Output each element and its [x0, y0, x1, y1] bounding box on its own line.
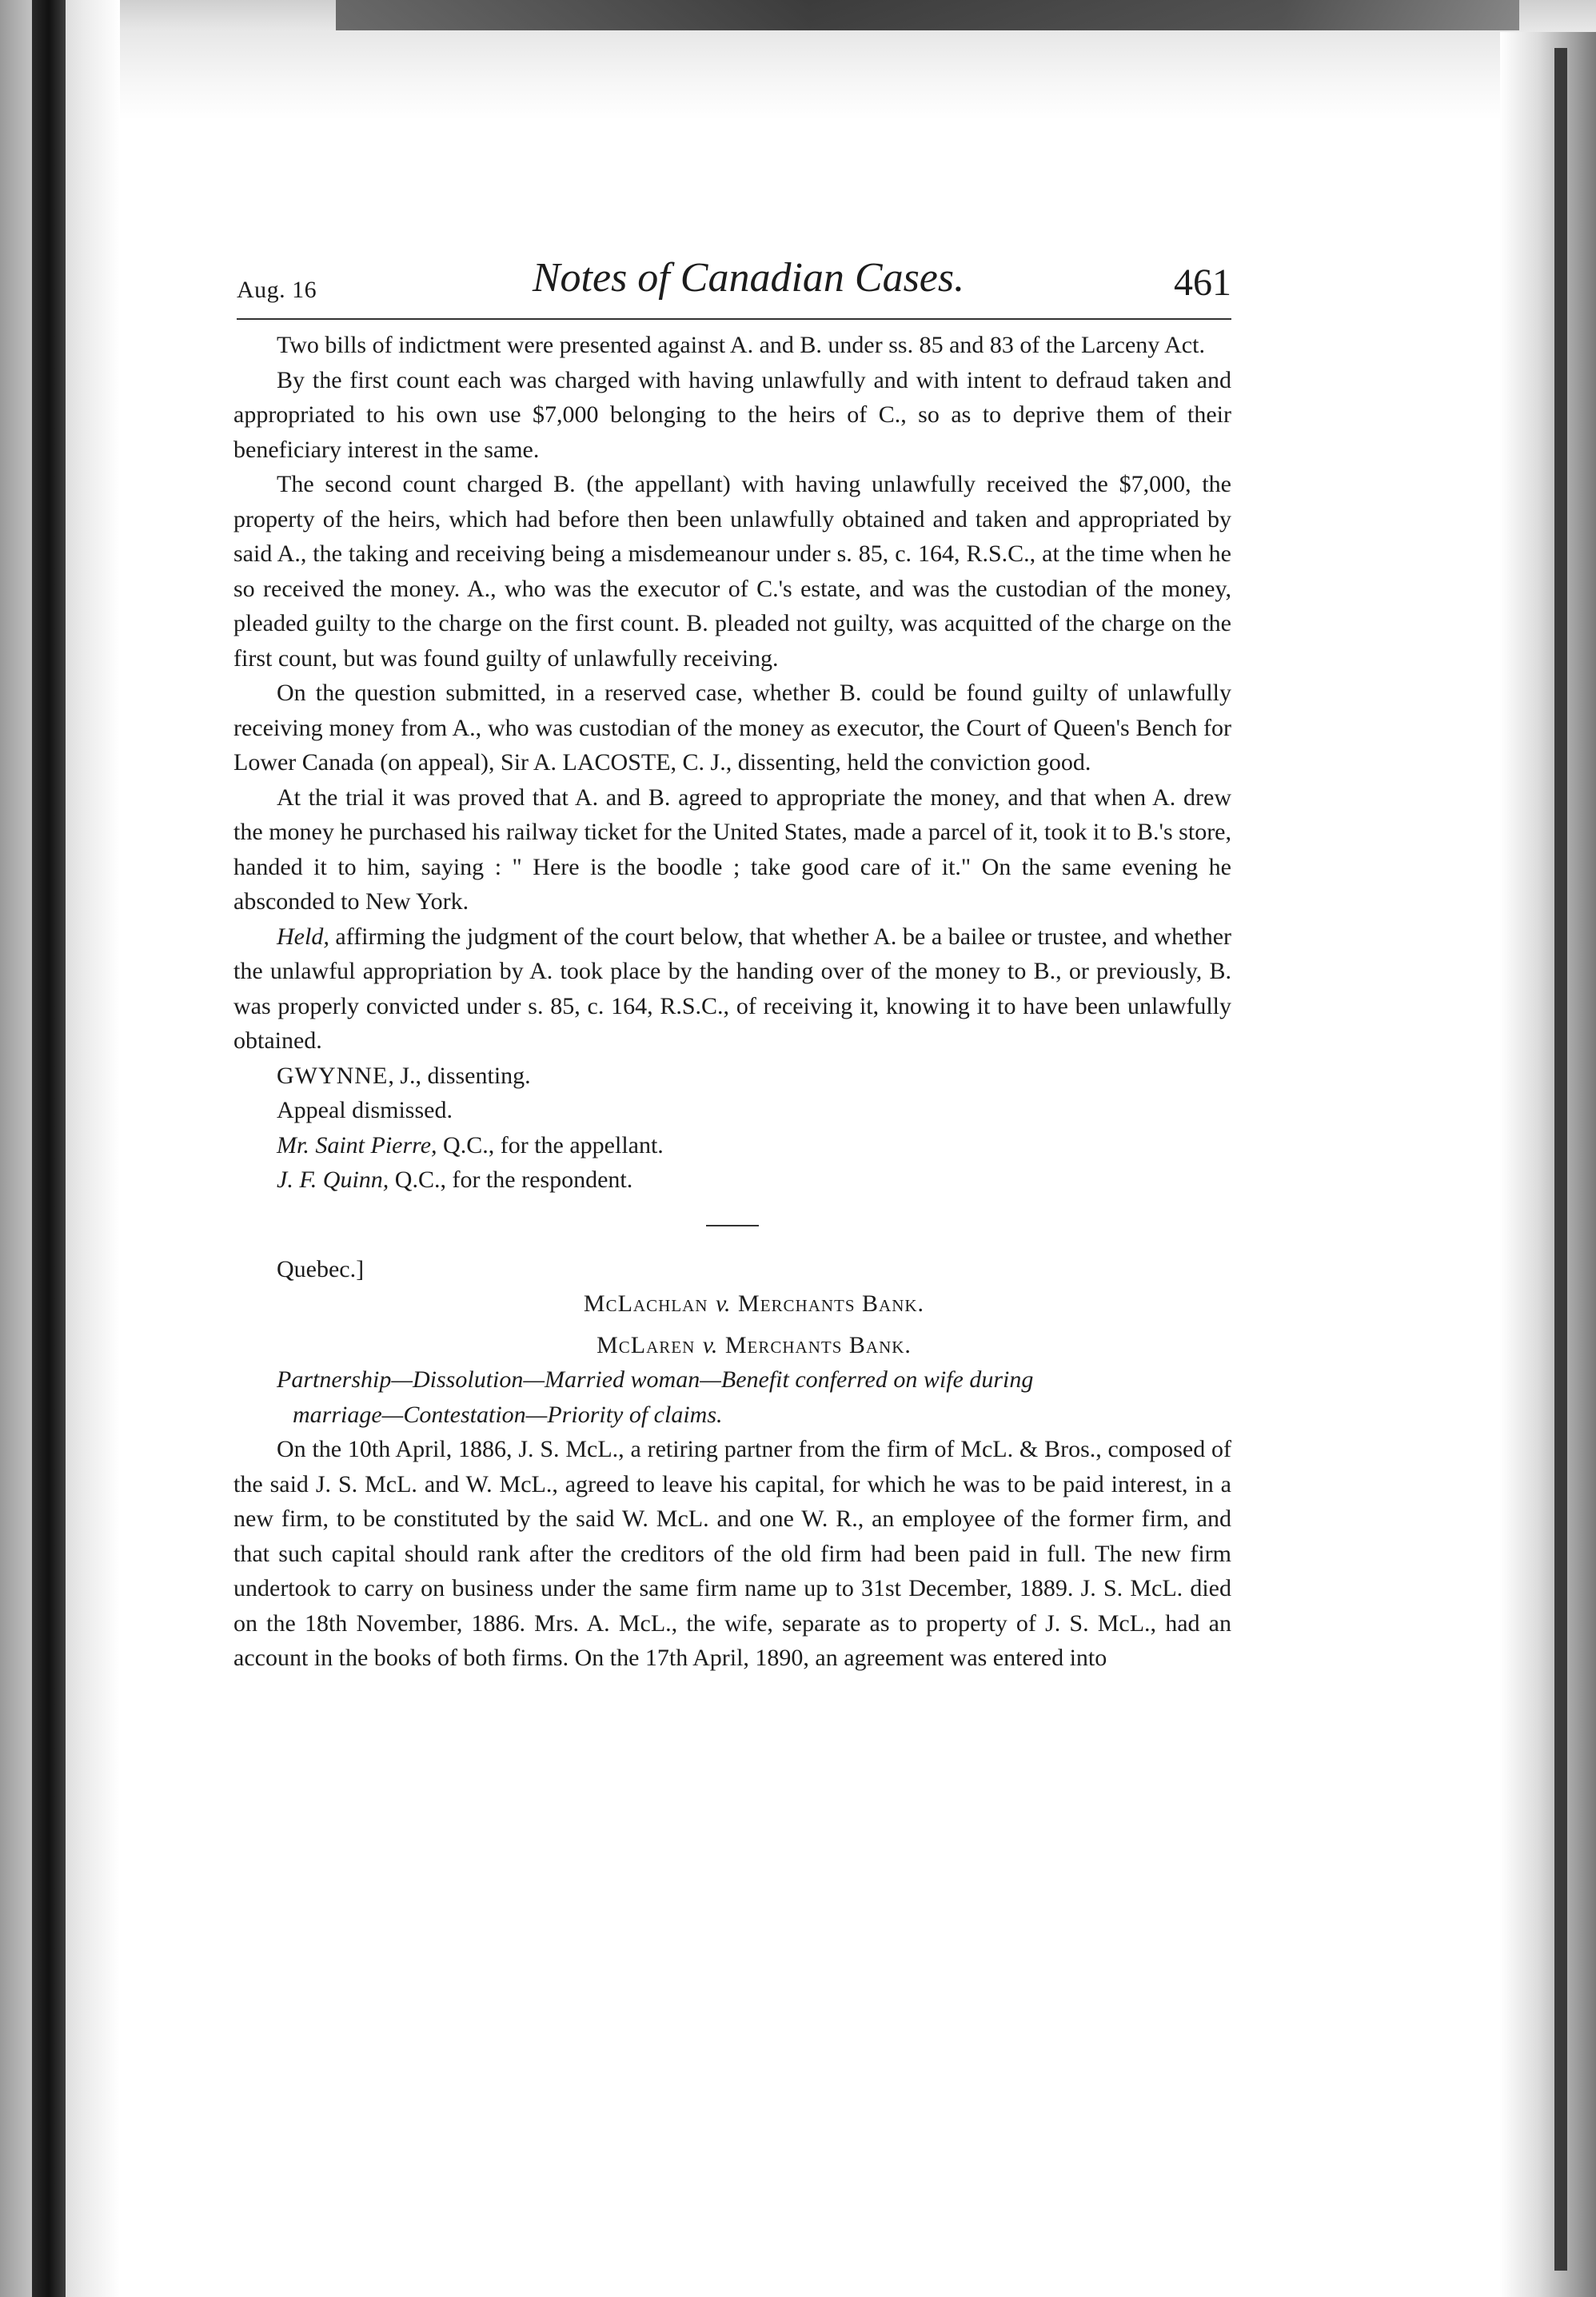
case2-title-1-party-a: McLachlan	[583, 1290, 708, 1317]
case2-title-2-party-b: Merchants Bank.	[724, 1331, 912, 1358]
headnote-line-1: Partnership—Dissolution—Married woman—Benefit conferred on wife during	[277, 1366, 1034, 1393]
held-text: affirming the judgment of the court below, that whether A. be a bailee or trustee, and whether the unlawful appropriation by A. took place by the handing over of the money to B., or previously, B. was properly convicted under s. 85, c. 164, R.S.C., of receiving it, knowing it to have been unlawfully obtained.	[233, 923, 1231, 1054]
page-number: 461	[1174, 261, 1231, 304]
case-separator-rule	[706, 1225, 759, 1226]
case1-paragraph-4: On the question submitted, in a reserved case, whether B. could be found guilty of unlawfully receiving money from A., who was custodian of the money as executor, the Court of Queen's Bench for Lower Canada (on appeal), Sir A. LACOSTE, C. J., dissenting, held the conviction good.	[233, 680, 1231, 776]
case2-court: Quebec.]	[277, 1255, 365, 1282]
counsel-respondent-name: J. F. Quinn,	[277, 1166, 389, 1193]
header-title: Notes of Canadian Cases.	[532, 255, 965, 301]
case1-held-paragraph	[233, 919, 1231, 1059]
case1-counsel-respondent	[233, 1162, 1231, 1198]
case1-disposition: Appeal dismissed.	[277, 1097, 453, 1123]
running-head	[237, 254, 1231, 318]
header-date: Aug. 16	[237, 277, 317, 303]
headnote-line-2: marriage—Contestation—Priority of claims.	[293, 1401, 723, 1428]
case2-paragraph-1: On the 10th April, 1886, J. S. McL., a retiring partner from the firm of McL. & Bros., composed of the said J. S. McL. and W. McL., agreed to leave his capital, for which he was to be paid interest, in a new firm, to be constituted by the said W. McL. and one W. R., an employee of the former firm, and that such capital should rank after the creditors of the old firm had been paid in full. The new firm undertook to carry on business under the same firm name up to 31st December, 1889. J. S. McL. died on the 18th November, 1886. Mrs. A. McL., the wife, separate as to property of J. S. McL., had an account in the books of both firms. On the 17th April, 1890, an agreement was entered into	[233, 1436, 1231, 1671]
scan-dark-edge-right	[1554, 48, 1567, 2271]
case2-headnote	[233, 1362, 1231, 1432]
dissent-judge: GWYNNE	[277, 1062, 389, 1089]
case1-paragraph-3: The second count charged B. (the appellant) with having unlawfully received the $7,000, the property of the heirs, which had before then been unlawfully obtained and taken and appropriated by said A., the taking and receiving being a misdemeanour under s. 85, c. 164, R.S.C., at the time when he so received the money. A., who was the executor of C.'s estate, and was the custodian of the money, pleaded guilty to the charge on the first count. B. pleaded not guilty, was acquitted of the charge on the first count, but was found guilty of unlawfully receiving.	[233, 471, 1231, 672]
case2-title-1	[233, 1286, 1231, 1322]
case2-title-2	[233, 1328, 1231, 1363]
case2-title-1-versus: v.	[715, 1290, 731, 1317]
dissent-rest: , J., dissenting.	[388, 1062, 531, 1089]
scan-dark-edge-top	[336, 0, 1519, 30]
counsel-respondent-rest: Q.C., for the respondent.	[389, 1166, 633, 1193]
scan-shadow-right	[1500, 32, 1596, 2297]
page-body	[233, 328, 1231, 1676]
case2-title-1-party-b: Merchants Bank.	[738, 1290, 925, 1317]
case1-paragraph-5: At the trial it was proved that A. and B. agreed to appropriate the money, and that when A. drew the money he purchased his railway ticket for the United States, made a parcel of it, took it to B.'s store, handed it to him, saying : " Here is the boodle ; take good care of it." On the same evening he absconded to New York.	[233, 784, 1231, 915]
scan-binding-spine	[32, 0, 66, 2297]
case1-paragraph-2: By the first count each was charged with having unlawfully and with intent to defraud taken and appropriated to his own use $7,000 belonging to the heirs of C., so as to deprive them of their beneficiary interest in the same.	[233, 366, 1231, 463]
case2-title-2-versus: v.	[702, 1331, 718, 1358]
case1-counsel-appellant	[233, 1128, 1231, 1163]
held-label: Held,	[277, 923, 329, 950]
case1-dissent	[233, 1059, 1231, 1094]
case2-title-2-party-a: McLaren	[597, 1331, 696, 1358]
counsel-appellant-name: Mr. Saint Pierre,	[277, 1131, 437, 1158]
case1-paragraph-1: Two bills of indictment were presented against A. and B. under ss. 85 and 83 of the Larceny Act.	[277, 332, 1205, 358]
header-rule	[237, 318, 1231, 320]
counsel-appellant-rest: Q.C., for the appellant.	[437, 1131, 664, 1158]
